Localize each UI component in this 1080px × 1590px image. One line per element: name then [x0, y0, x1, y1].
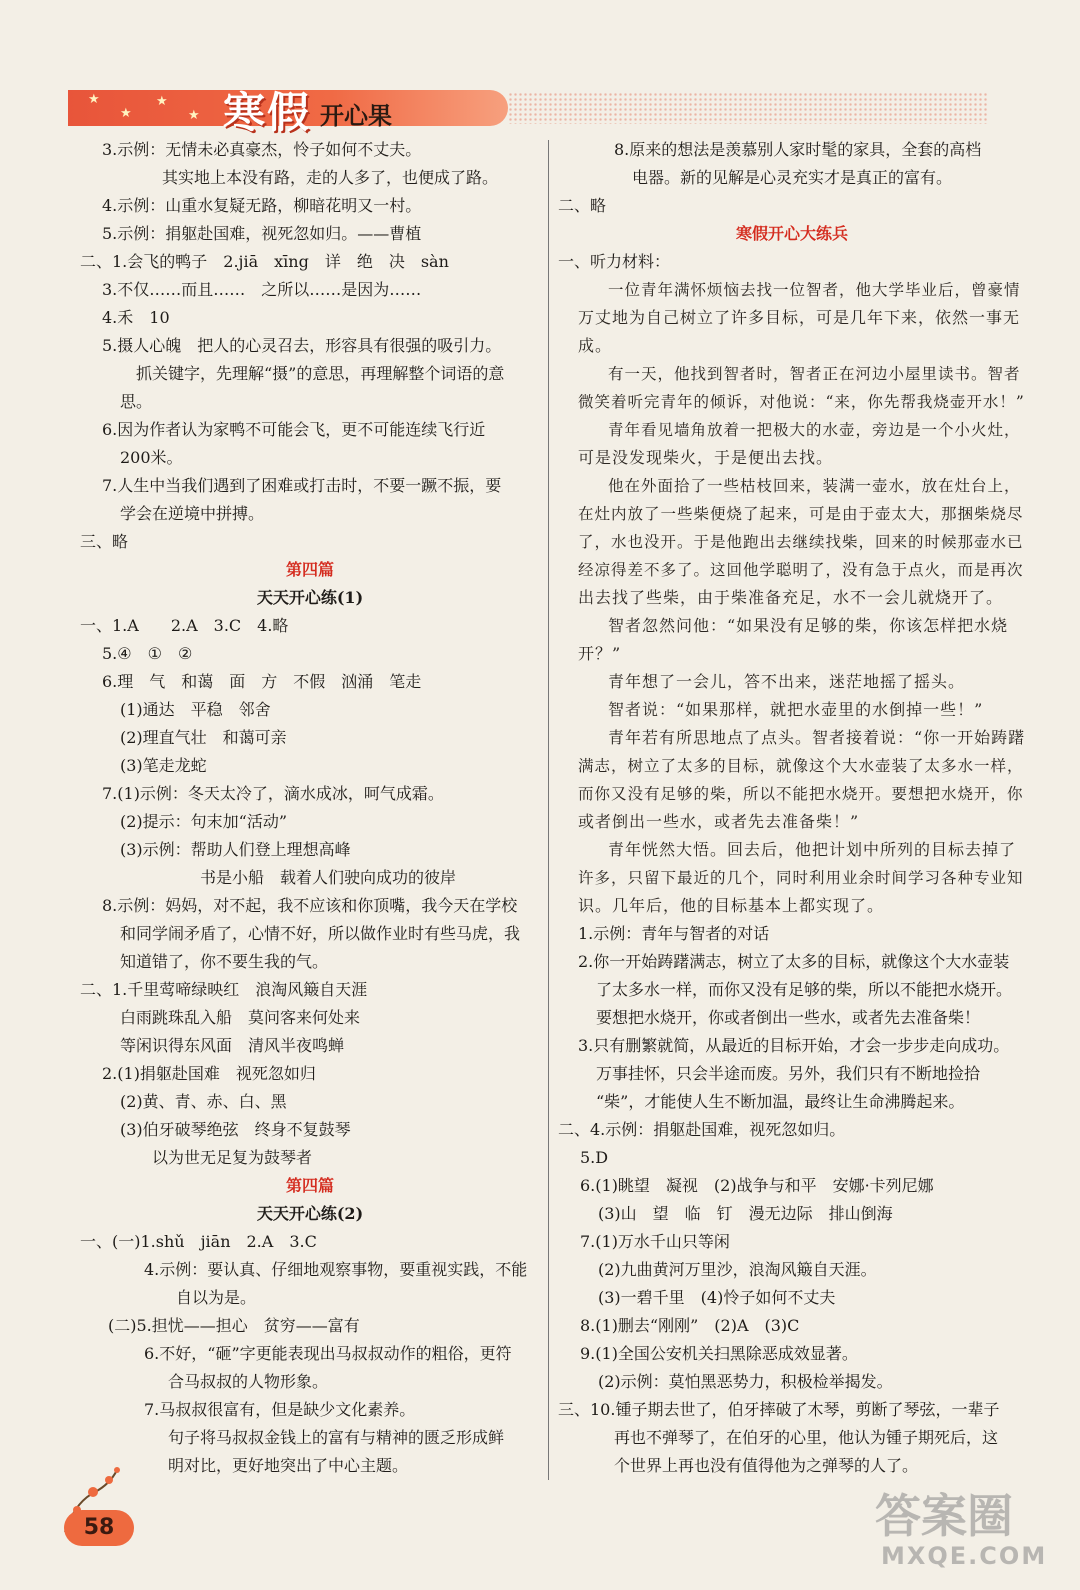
text-line: 5.④ ① ②: [102, 644, 193, 663]
text-line: 了太多水一样，而你又没有足够的柴，所以不能把水烧开。: [596, 980, 1013, 999]
text-line: 开？”: [578, 644, 622, 663]
text-line: 3.只有删繁就简，从最近的目标开始，才会一步步走向成功。: [578, 1036, 1010, 1055]
text-line: 2.你一开始踌躇满志，树立了太多的目标，就像这个大水壶装: [578, 952, 1010, 971]
text-line: 和同学闹矛盾了，心情不好，所以做作业时有些马虎，我: [120, 924, 521, 943]
text-line: (1)通达 平稳 邻舍: [120, 700, 271, 719]
left-column: [80, 136, 540, 1480]
watermark-url: MXQE.COM: [881, 1542, 1048, 1570]
text-line: 学会在逆境中拼搏。: [120, 504, 265, 523]
text-line: 8.示例：妈妈，对不起，我不应该和你顶嘴，我今天在学校: [102, 896, 518, 915]
text-line: 二、1.千里莺啼绿映红 浪淘风簸自天涯: [80, 980, 368, 999]
text-line: 再也不弹琴了，在伯牙的心里，他认为锺子期死后，这: [614, 1428, 999, 1447]
section-heading: 寒假开心大练兵: [735, 224, 848, 243]
text-line: 出去找了些柴，由于柴准备充足，水不一会儿就烧开了。: [578, 588, 1004, 607]
text-line: 4.示例：要认真、仔细地观察事物，要重视实践，不能: [144, 1260, 528, 1279]
header-banner: [68, 86, 1028, 137]
header-subtitle: 开心果: [320, 102, 392, 130]
text-line: (3)伯牙破琴绝弦 终身不复鼓琴: [120, 1120, 351, 1139]
text-line: 一、听力材料：: [558, 252, 671, 271]
text-line: 7.(1)示例：冬天太冷了，滴水成冰，呵气成霜。: [102, 784, 444, 803]
watermark: [875, 1480, 1065, 1580]
text-line: 青年若有所思地点了点头。智者接着说：“你一开始踌躇: [608, 728, 1026, 747]
section-heading: 天天开心练(2): [256, 1204, 364, 1223]
text-line: 3.示例：无情未必真豪杰，怜子如何不丈夫。: [102, 140, 422, 159]
text-line: 在灶内放了一些柴便烧了起来，可是由于壶太大，那捆柴烧尽: [578, 505, 1024, 523]
text-line: 或者倒出一些水，或者先去准备柴！”: [578, 812, 860, 831]
text-line: (2)黄、青、赤、白、黑: [120, 1092, 287, 1111]
text-line: 2.(1)捐躯赴国难 视死忽如归: [102, 1064, 316, 1083]
text-line: 个世界上再也没有值得他为之弹琴的人了。: [614, 1456, 919, 1475]
text-line: 6.(1)眺望 凝视 (2)战争与和平 安娜·卡列尼娜: [580, 1176, 934, 1195]
text-line: 成。: [578, 336, 613, 355]
watermark-logo: 答案圈: [875, 1489, 1013, 1543]
text-line: (2)示例：莫怕黑恶势力，积极检举揭发。: [598, 1372, 893, 1391]
text-line: 抓关键字，先理解“摄”的意思，再理解整个词语的意: [136, 364, 505, 383]
text-line: 智者说：“如果那样，就把水壶里的水倒掉一些！”: [608, 700, 984, 719]
text-line: 青年看见墙角放着一把极大的水壶，旁边是一个小火灶，: [608, 421, 1021, 439]
text-line: 二、略: [558, 196, 607, 215]
section-heading: 第四篇: [285, 560, 334, 579]
text-line: (二)5.担忧——担心 贫穷——富有: [108, 1316, 360, 1335]
text-line: (2)九曲黄河万里沙，浪淘风簸自天涯。: [598, 1260, 877, 1279]
text-line: 电器。新的见解是心灵充实才是真正的富有。: [632, 168, 953, 187]
text-line: 1.示例：青年与智者的对话: [578, 924, 770, 943]
text-line: 知道错了，你不要生我的气。: [120, 952, 329, 971]
text-line: 二、4.示例：捐躯赴国难，视死忽如归。: [558, 1120, 846, 1139]
text-line: 5.示例：捐躯赴国难，视死忽如归。——曹植: [102, 224, 422, 243]
star-icon: ★: [188, 108, 200, 123]
text-line: (3)笔走龙蛇: [120, 756, 207, 775]
text-line: 4.示例：山重水复疑无路，柳暗花明又一村。: [102, 196, 422, 215]
text-line: 智者忽然问他：“如果没有足够的柴，你该怎样把水烧: [608, 616, 1009, 635]
text-line: 以为世无足复为鼓琴者: [152, 1148, 313, 1167]
text-line: 6.不好，“砸”字更能表现出马叔叔动作的粗俗，更符: [144, 1344, 512, 1363]
text-line: (2)理直气壮 和蔼可亲: [120, 728, 287, 747]
header-title: 寒假: [223, 88, 312, 137]
text-line: 他在外面拾了一些枯枝回来，装满一壶水，放在灶台上，: [608, 477, 1021, 495]
text-line: 万事挂怀，只会半途而废。另外，我们只有不断地捡拾: [596, 1064, 981, 1083]
star-icon: ★: [156, 94, 168, 109]
text-line: (3)示例：帮助人们登上理想高峰: [120, 840, 351, 859]
text-line: 合马叔叔的人物形象。: [168, 1372, 329, 1391]
text-line: 要想把水烧开，你或者倒出一些水，或者先去准备柴！: [596, 1008, 981, 1027]
text-line: 而你又没有足够的柴，所以不能把水烧开。要想把水烧开，你: [578, 785, 1024, 803]
text-line: 可是没发现柴火，于是便出去找。: [578, 448, 834, 467]
text-line: 一位青年满怀烦恼去找一位智者，他大学毕业后，曾豪情: [608, 281, 1021, 299]
text-line: 明对比，更好地突出了中心主题。: [168, 1456, 409, 1475]
text-line: 9.(1)全国公安机关扫黑除恶成效显著。: [580, 1344, 858, 1363]
text-line: 经凉得差不多了。这回他学聪明了，没有急于点火，而是再次: [578, 561, 1024, 579]
text-line: 200米。: [120, 448, 183, 467]
text-line: (3)一碧千里 (4)怜子如何不丈夫: [598, 1288, 836, 1307]
text-line: 5.D: [580, 1148, 609, 1167]
section-heading: 第四篇: [285, 1176, 334, 1195]
column-divider: [548, 140, 549, 1480]
text-line: 7.(1)万水千山只等闲: [580, 1232, 730, 1251]
text-line: 7.马叔叔很富有，但是缺少文化素养。: [144, 1400, 416, 1419]
text-line: (3)山 望 临 钉 漫无边际 排山倒海: [598, 1204, 893, 1223]
text-line: 识。几年后，他的目标基本上都实现了。: [578, 896, 885, 915]
text-line: 青年恍然大悟。回去后，他把计划中所列的目标去掉了: [608, 840, 1017, 859]
text-line: 三、10.锺子期去世了，伯牙摔破了木琴，剪断了琴弦，一辈子: [558, 1400, 1000, 1419]
text-line: 微笑着听完青年的倾诉，对他说：“来，你先帮我烧壶开水！”: [578, 393, 1025, 411]
text-line: 满志，树立了太多的目标，就像这个大水壶装了太多水一样，: [578, 757, 1024, 775]
text-line: 8.(1)删去“刚刚” (2)A (3)C: [580, 1316, 800, 1335]
text-line: 白雨跳珠乱入船 莫问客来何处来: [120, 1008, 361, 1027]
text-line: 二、1.会飞的鸭子 2.jiā xīng 详 绝 决 sàn: [80, 252, 449, 271]
text-line: (2)提示：句末加“活动”: [120, 812, 288, 831]
text-line: 一、(一)1.shǔ jiān 2.A 3.C: [80, 1232, 317, 1251]
text-line: 7.人生中当我们遇到了困难或打击时，不要一蹶不振，要: [102, 476, 502, 495]
text-line: 许多，只留下最近的几个，同时利用业余时间学习各种专业知: [578, 869, 1024, 887]
text-line: 自以为是。: [176, 1288, 257, 1307]
text-line: 3.不仅……而且…… 之所以……是因为……: [102, 280, 422, 299]
text-line: 句子将马叔叔金钱上的富有与精神的匮乏形成鲜: [168, 1428, 505, 1447]
text-line: 书是小船 载着人们驶向成功的彼岸: [200, 868, 457, 887]
text-line: 等闲识得东风面 清风半夜鸣蝉: [120, 1036, 345, 1055]
text-line: 4.禾 10: [102, 308, 170, 327]
star-icon: ★: [88, 92, 100, 107]
text-line: 6.理 气 和蔼 面 方 不假 汹涌 笔走: [102, 672, 422, 691]
star-icon: ★: [120, 106, 132, 121]
text-line: 思。: [120, 392, 153, 411]
text-line: 万丈地为自己树立了许多目标，可是几年下来，依然一事无: [578, 308, 1021, 327]
text-line: 青年想了一会儿，答不出来，迷茫地摇了摇头。: [608, 672, 966, 691]
text-line: 三、略: [80, 532, 129, 551]
text-line: 有一天，他找到智者时，智者正在河边小屋里读书。智者: [608, 365, 1021, 383]
page-number: 58: [64, 1510, 134, 1546]
text-line: 了，水也没开。于是他跑出去继续找柴，回来的时候那壶水已: [578, 533, 1024, 551]
banner-dot-pattern: [508, 92, 988, 124]
right-column: [558, 136, 1026, 1480]
text-line: 8.原来的想法是羡慕别人家时髦的家具，全套的高档: [614, 140, 982, 159]
section-heading: 天天开心练(1): [256, 588, 364, 607]
text-line: 6.因为作者认为家鸭不可能会飞，更不可能连续飞行近: [102, 420, 486, 439]
text-line: 5.摄人心魄 把人的心灵召去，形容具有很强的吸引力。: [102, 336, 502, 355]
text-line: “柴”，才能使人生不断加温，最终让生命沸腾起来。: [596, 1092, 965, 1111]
text-line: 一、1.A 2.A 3.C 4.略: [80, 616, 289, 635]
text-line: 其实地上本没有路，走的人多了，也便成了路。: [162, 168, 499, 187]
